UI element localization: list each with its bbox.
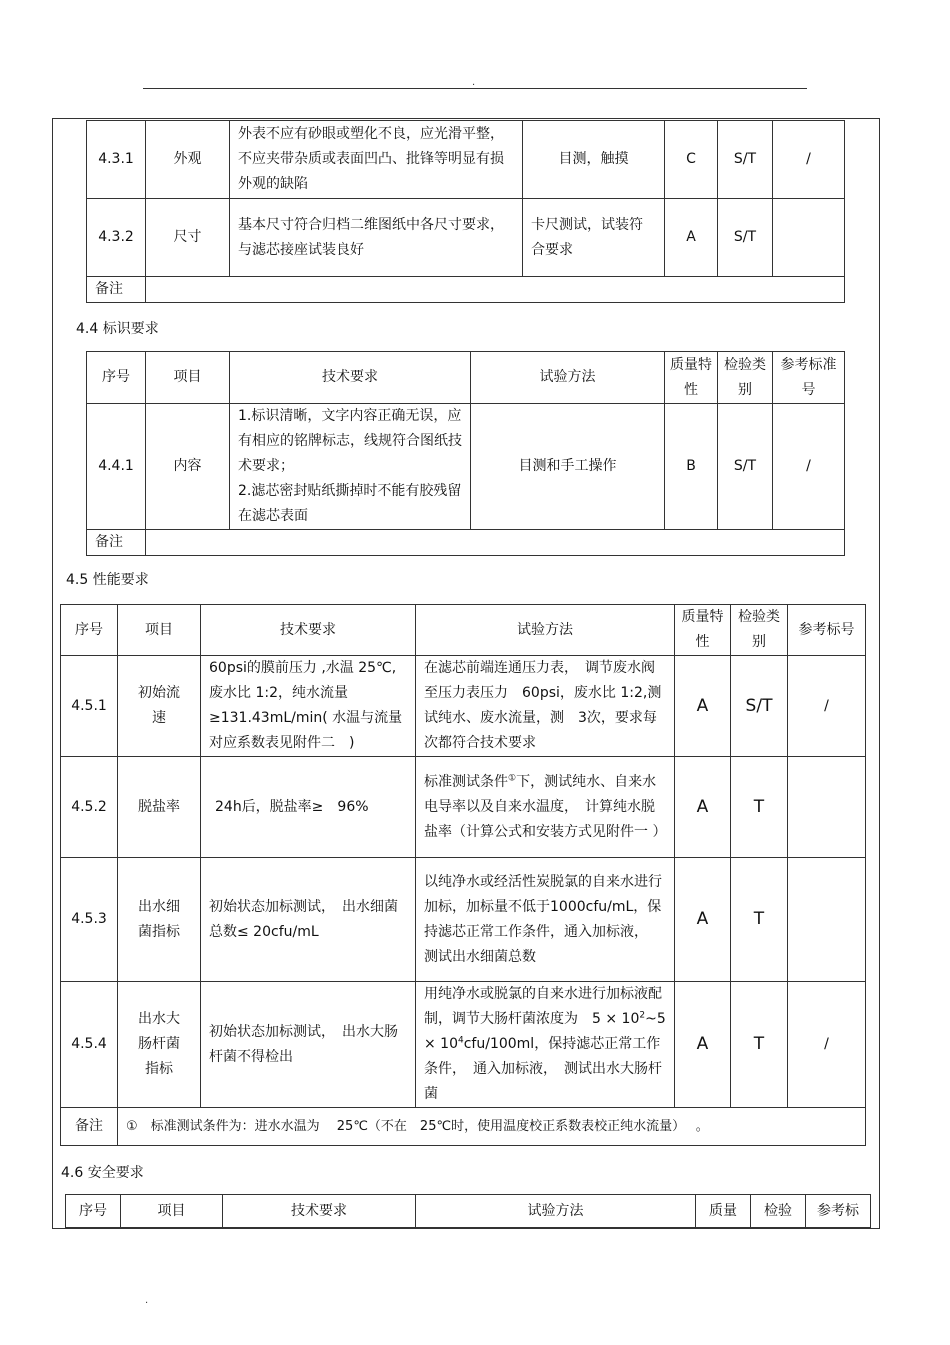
row-item: 初始流速: [118, 656, 201, 757]
row-type: S/T: [718, 121, 773, 199]
remark-label: 备注: [61, 1108, 118, 1146]
table-row: [87, 404, 845, 530]
row-requirement: [230, 404, 471, 530]
row-method: [416, 757, 675, 858]
row-method: 在滤芯前端连通压力表， 调节废水阀至压力表压力 60psi，废水比 1:2,测试纯水、废水流量，测 3次，要求每次都符合技术要求: [416, 656, 675, 757]
row-no: 4.3.2: [87, 199, 146, 277]
row-type: S/T: [731, 656, 788, 757]
requirement-line-2: 2.滤芯密封贴纸撕掉时不能有胶残留在滤芯表面: [238, 483, 462, 524]
row-requirement: 外表不应有砂眼或塑化不良，应光滑平整，不应夹带杂质或表面凹凸、批锋等明显有损外观的缺陷: [230, 121, 523, 199]
header-no: 序号: [61, 605, 118, 656]
header-item: 项目: [146, 352, 230, 404]
row-quality: A: [665, 199, 718, 277]
header-ref: 参考标准号: [773, 352, 845, 404]
table-4-3: [86, 120, 845, 303]
row-quality: B: [665, 404, 718, 530]
remark-content: ① 标准测试条件为：进水水温为 25℃（不在 25℃时，使用温度校正系数表校正纯水流量） 。: [118, 1108, 866, 1146]
method-text-a: 标准测试条件: [424, 773, 508, 790]
header-quality: 质量特性: [675, 605, 731, 656]
row-no: 4.5.3: [61, 858, 118, 982]
header-rule: [143, 88, 807, 89]
table-row: [61, 757, 866, 858]
method-text-c: cfu/100ml，保持滤芯正常工作条件， 通入加标液， 测试出水大肠杆菌: [424, 1036, 662, 1102]
header-type: 检验类别: [731, 605, 788, 656]
row-no: 4.5.4: [61, 982, 118, 1108]
table-4-4: [86, 351, 845, 556]
row-item: 出水大肠杆菌指标: [118, 982, 201, 1108]
section-title-4-5: 4.5 性能要求: [66, 572, 149, 588]
row-method: 目测和手工操作: [471, 404, 665, 530]
remark-label: 备注: [87, 530, 146, 556]
method-exponent-1: 2: [639, 1010, 646, 1021]
row-item: 脱盐率: [118, 757, 201, 858]
row-type: T: [731, 757, 788, 858]
remark-content: [146, 530, 845, 556]
row-ref: /: [788, 656, 866, 757]
table-4-6: [65, 1194, 871, 1228]
header-method: 试验方法: [416, 605, 675, 656]
header-item: 项目: [118, 605, 201, 656]
remark-row: [61, 1108, 866, 1146]
header-method: 试验方法: [471, 352, 665, 404]
row-method: 以纯净水或经活性炭脱氯的自来水进行加标，加标量不低于1000cfu/mL，保持滤芯正常工作条件，通入加标液， 测试出水细菌总数: [416, 858, 675, 982]
method-text-b: ~5 × 10: [424, 1011, 666, 1052]
row-type: T: [731, 858, 788, 982]
header-dot: .: [472, 77, 476, 88]
row-requirement: 初始状态加标测试， 出水细菌总数≤ 20cfu/mL: [201, 858, 416, 982]
row-item: 外观: [146, 121, 230, 199]
row-quality: A: [675, 656, 731, 757]
table-row: [61, 858, 866, 982]
section-title-4-6: 4.6 安全要求: [61, 1165, 144, 1181]
row-no: 4.5.2: [61, 757, 118, 858]
table-row: [87, 199, 845, 277]
row-item: 出水细菌指标: [118, 858, 201, 982]
row-requirement: 基本尺寸符合归档二维图纸中各尺寸要求，与滤芯接座试装良好: [230, 199, 523, 277]
method-text-a: 用纯净水或脱氯的自来水进行加标液配制，调节大肠杆菌浓度为 5 × 10: [424, 986, 662, 1027]
header-item: 项目: [121, 1195, 223, 1228]
row-method: 卡尺测试，试装符合要求: [523, 199, 665, 277]
table-4-5: [60, 604, 866, 1146]
table-header: [66, 1195, 871, 1228]
remark-row: [87, 530, 845, 556]
row-ref: /: [773, 121, 845, 199]
row-ref: /: [773, 404, 845, 530]
row-item: 尺寸: [146, 199, 230, 277]
header-no: 序号: [87, 352, 146, 404]
table-header: [87, 352, 845, 404]
header-requirement: 技术要求: [223, 1195, 416, 1228]
row-requirement: 60psi的膜前压力 ,水温 25℃,废水比 1:2，纯水流量≥131.43mL/min( 水温与流量对应系数表见附件二 ): [201, 656, 416, 757]
header-quality: 质量特性: [665, 352, 718, 404]
table-header: [61, 605, 866, 656]
row-quality: A: [675, 858, 731, 982]
header-quality: 质量: [696, 1195, 751, 1228]
row-requirement: 初始状态加标测试， 出水大肠杆菌不得检出: [201, 982, 416, 1108]
row-type: S/T: [718, 199, 773, 277]
remark-content: [146, 277, 845, 303]
table-row: [87, 121, 845, 199]
row-type: S/T: [718, 404, 773, 530]
header-ref: 参考标: [806, 1195, 871, 1228]
method-text-b: 下，测试纯水、自来水电导率以及自来水温度， 计算纯水脱盐率（计算公式和安装方式见附件一 ）: [424, 773, 667, 840]
header-ref: 参考标号: [788, 605, 866, 656]
method-exponent-2: 4: [458, 1035, 464, 1046]
row-ref: [788, 757, 866, 858]
header-no: 序号: [66, 1195, 121, 1228]
header-requirement: 技术要求: [230, 352, 471, 404]
header-type: 检验: [751, 1195, 806, 1228]
table-row: [61, 656, 866, 757]
table-row: [61, 982, 866, 1108]
row-ref: /: [788, 982, 866, 1108]
row-no: 4.5.1: [61, 656, 118, 757]
row-no: 4.3.1: [87, 121, 146, 199]
remark-row: [87, 277, 845, 303]
row-quality: A: [675, 757, 731, 858]
row-quality: A: [675, 982, 731, 1108]
row-method: [416, 982, 675, 1108]
row-quality: C: [665, 121, 718, 199]
section-title-4-4: 4.4 标识要求: [76, 321, 159, 337]
row-method: 目测，触摸: [523, 121, 665, 199]
footnote-mark: ①: [508, 772, 517, 783]
header-requirement: 技术要求: [201, 605, 416, 656]
row-requirement: 24h后，脱盐率≥ 96%: [201, 757, 416, 858]
row-ref: [773, 199, 845, 277]
remark-label: 备注: [87, 277, 146, 303]
row-item: 内容: [146, 404, 230, 530]
header-method: 试验方法: [416, 1195, 696, 1228]
header-type: 检验类别: [718, 352, 773, 404]
row-ref: [788, 858, 866, 982]
requirement-line-1: 1.标识清晰，文字内容正确无误，应有相应的铭牌标志，线规符合图纸技术要求；: [238, 408, 462, 474]
footer-dot: .: [145, 1295, 149, 1306]
row-no: 4.4.1: [87, 404, 146, 530]
row-type: T: [731, 982, 788, 1108]
